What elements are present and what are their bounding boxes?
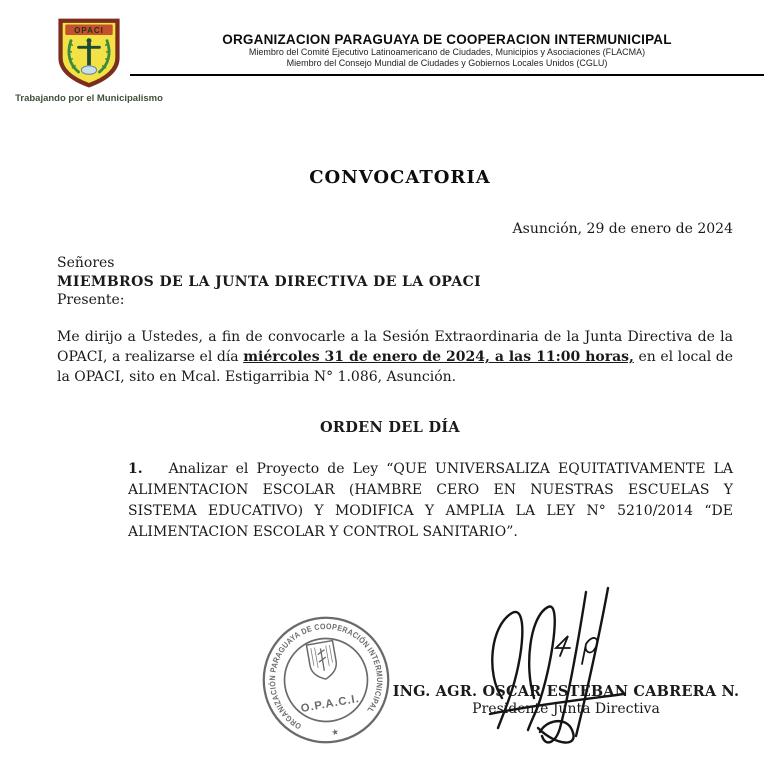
- letterhead: [130, 32, 764, 69]
- letter-title: CONVOCATORIA: [309, 167, 491, 188]
- opaci-shield-icon: [51, 16, 127, 90]
- meeting-datetime: miércoles 31 de enero de 2024, a las 11:00 horas,: [243, 349, 634, 365]
- stamp-ring-text: ORGANIZACIÓN PARAGUAYA DE COOPERACIÓN INTERMUNICIPAL: [267, 621, 385, 731]
- body-text-after: en el local de la OPACI, sito en Mcal. Estigarribia N° 1.086, Asunción.: [57, 349, 733, 385]
- body-paragraph: [57, 327, 733, 387]
- body-text-before: Me dirijo a Ustedes, a fin de convocarle a la Sesión Extraordinaria de la Junta Directiva de la OPACI, a realizarse el día: [57, 329, 733, 365]
- official-stamp-icon: [250, 604, 403, 757]
- presente-line: Presente:: [57, 292, 125, 308]
- header-rule: [130, 74, 764, 76]
- agenda-item-number: 1.: [128, 461, 143, 477]
- recipient-name: MIEMBROS DE LA JUNTA DIRECTIVA DE LA OPACI: [57, 273, 482, 290]
- svg-text:ORGANIZACIÓN PARAGUAYA DE COOP: [259, 613, 391, 738]
- signer-name: ING. AGR. OSCAR ESTEBAN CABRERA N.: [392, 683, 740, 700]
- dateline: Asunción, 29 de enero de 2024: [512, 221, 733, 237]
- signer-role: Presidente Junta Directiva: [472, 701, 660, 717]
- handwritten-signature-icon: [468, 578, 643, 756]
- recipient-block: [57, 254, 481, 310]
- membership-line-1: Miembro del Comité Ejecutivo Latinoamericano de Ciudades, Municipios y Asociaciones (FLACMA): [248, 47, 646, 57]
- stamp-center-text: O.P.A.C.I.: [299, 692, 361, 716]
- logo-tagline: Trabajando por el Municipalismo: [15, 93, 163, 104]
- org-name: ORGANIZACION PARAGUAYA DE COOPERACION INTERMUNICIPAL: [222, 32, 672, 47]
- stamp-star-icon: ★: [330, 726, 340, 738]
- agenda-item-text: Analizar el Proyecto de Ley “QUE UNIVERSALIZA EQUITATIVAMENTE LA ALIMENTACION ESCOLAR (HAMBRE CERO EN NUESTRAS ESCUELAS Y SISTEMA EDUCATIVO) Y MODIFICA Y AMPLIA LA LEY N° 5210/2014 “DE ALIMENTACION ESCOLAR Y CONTROL SANITARIO”.: [128, 461, 733, 540]
- shield-label: OPACI: [74, 26, 104, 36]
- salutation: Señores: [57, 255, 115, 271]
- membership-line-2: Miembro del Consejo Mundial de Ciudades y Gobiernos Locales Unidos (CGLU): [286, 58, 608, 68]
- agenda-item: [128, 459, 733, 543]
- agenda-heading: ORDEN DEL DÍA: [320, 419, 460, 436]
